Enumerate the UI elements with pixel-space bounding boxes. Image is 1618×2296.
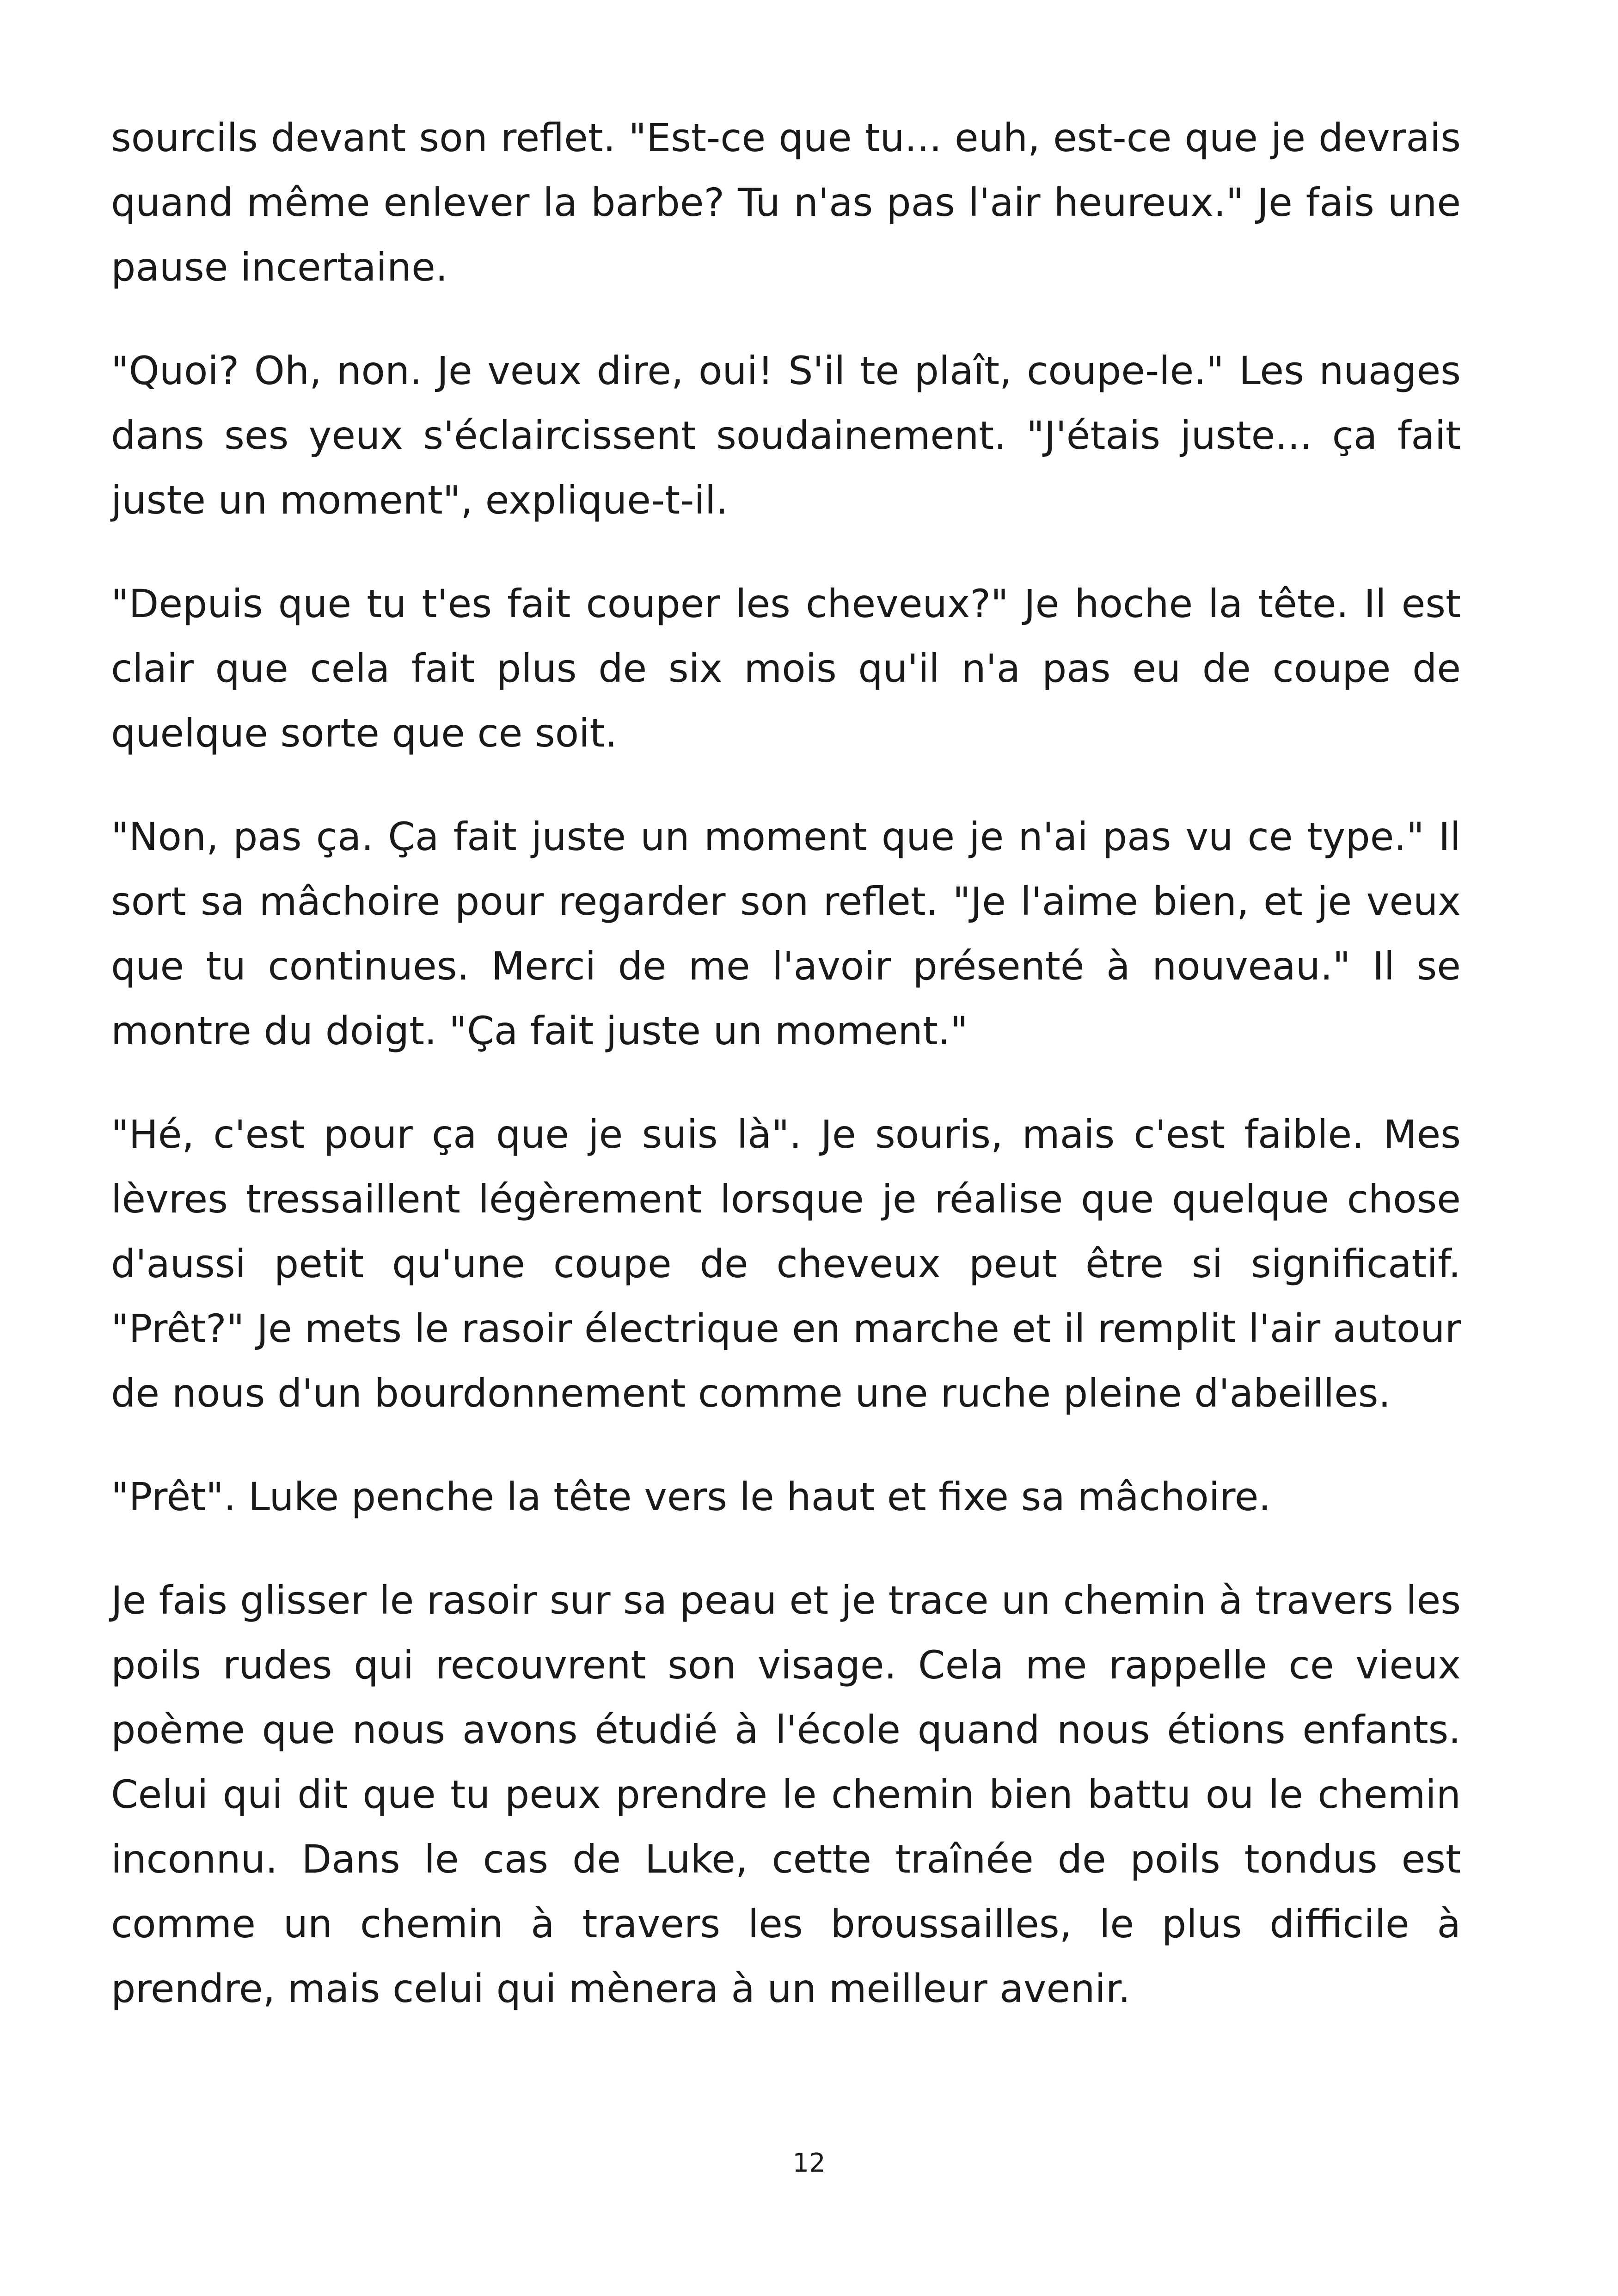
paragraph: "Prêt". Luke penche la tête vers le haut et fixe sa mâchoire. — [111, 1474, 1271, 1519]
paragraph: "Non, pas ça. Ça fait juste un moment que je n'ai pas vu ce type." Il sort sa mâchoire pour regarder son reflet. "Je l'aime bien, et je veux que tu continues. Merci de me l'avoir présenté à nouveau." Il se montre du doigt. "Ça fait juste un moment." — [111, 814, 1461, 1053]
paragraph: Je fais glisser le rasoir sur sa peau et je trace un chemin à travers les poils rudes qui recouvrent son visage. Cela me rappelle ce vieux poème que nous avons étudié à l'école quand nous étions enfants. Celui qui dit que tu peux prendre le chemin bien battu ou le chemin inconnu. Dans le cas de Luke, cette traînée de poils tondus est comme un chemin à travers les broussailles, le plus difficile à prendre, mais celui qui mènera à un meilleur avenir. — [111, 1578, 1461, 2011]
paragraph: "Quoi? Oh, non. Je veux dire, oui! S'il te plaît, coupe-le." Les nuages dans ses yeux s'éclaircissent soudainement. "J'étais juste... ça fait juste un moment", explique-t-il. — [111, 348, 1461, 523]
body-text — [111, 105, 1461, 2021]
paragraph: "Hé, c'est pour ça que je suis là". Je souris, mais c'est faible. Mes lèvres tressaillent légèrement lorsque je réalise que quelque chose d'aussi petit qu'une coupe de cheveux peut être si significatif. "Prêt?" Je mets le rasoir électrique en marche et il remplit l'air autour de nous d'un bourdonnement comme une ruche pleine d'abeilles. — [111, 1112, 1461, 1416]
page-number: 12 — [792, 2148, 826, 2178]
paragraph: sourcils devant son reflet. "Est-ce que tu... euh, est-ce que je devrais quand même enlever la barbe? Tu n'as pas l'air heureux." Je fais une pause incertaine. — [111, 115, 1461, 290]
paragraph: "Depuis que tu t'es fait couper les cheveux?" Je hoche la tête. Il est clair que cela fait plus de six mois qu'il n'a pas eu de coupe de quelque sorte que ce soit. — [111, 581, 1461, 756]
